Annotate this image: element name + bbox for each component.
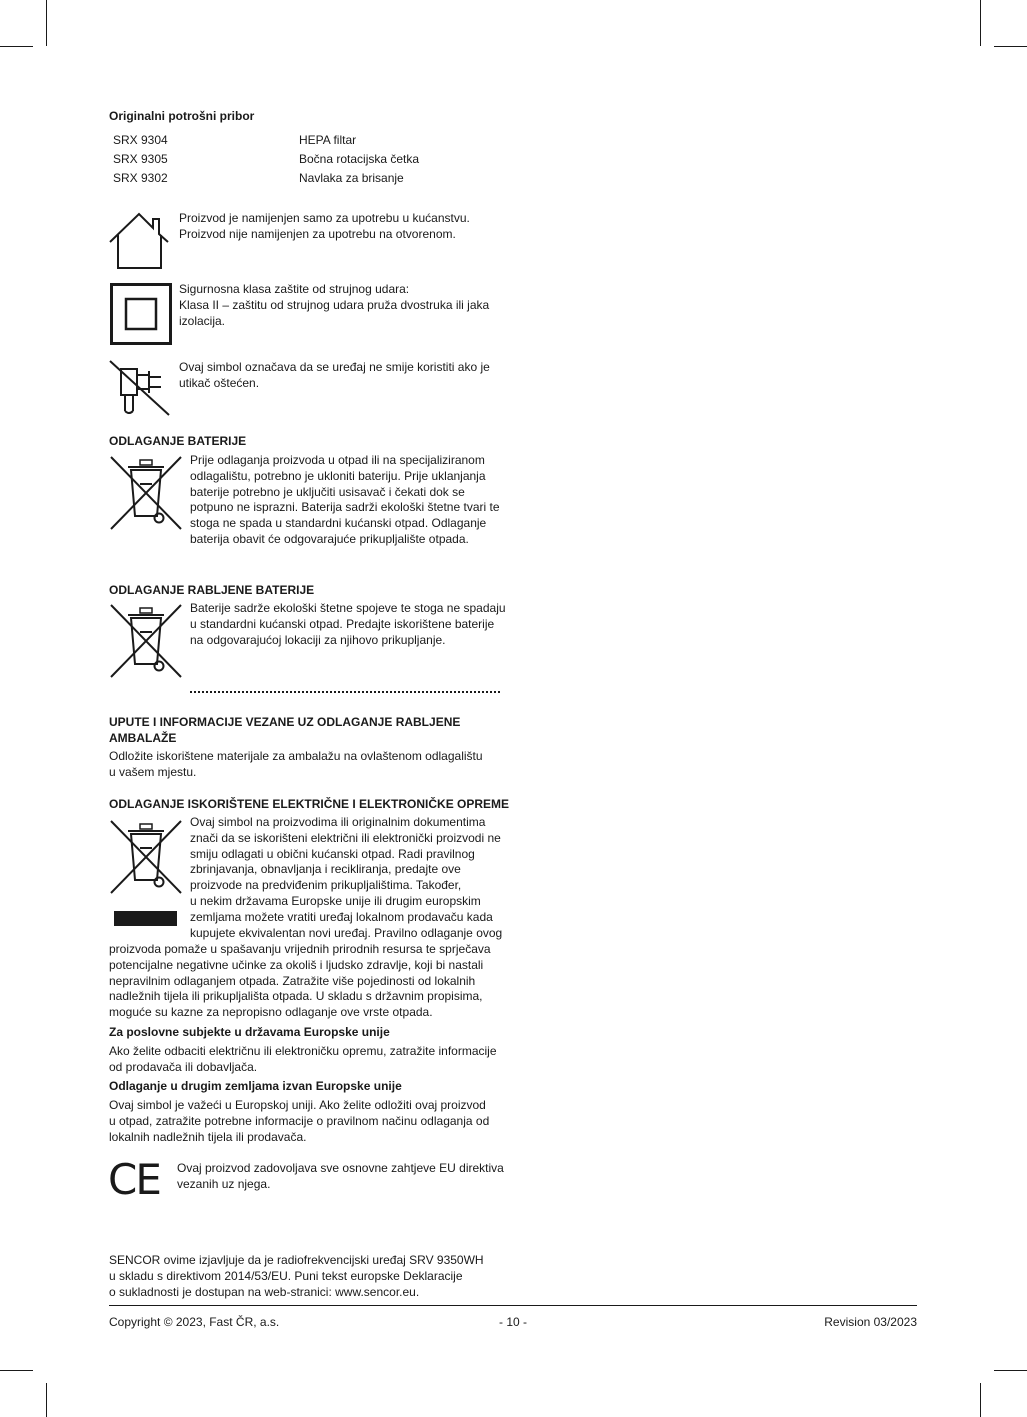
packaging-heading: UPUTE I INFORMACIJE VEZANE UZ ODLAGANJE RABLJENE AMBALAŽE [109,715,461,745]
crop-mark [46,1383,47,1417]
battery-disposal-heading: ODLAGANJE BATERIJE [109,434,247,448]
accessory-code: SRX 9302 [113,171,168,185]
accessory-name: Navlaka za brisanje [299,171,404,185]
crossed-bin-icon [108,454,184,532]
crossed-bin-icon [108,602,184,680]
weee-heading: ODLAGANJE ISKORIŠTENE ELEKTRIČNE I ELEKTRONIČKE OPREME [109,797,510,811]
household-text: Proizvod je namijenjen samo za upotrebu u kućanstvu. Proizvod nije namijenjen za upotrebu na otvorenom. [179,211,470,241]
ce-mark-icon: CE [108,1155,160,1204]
dotted-divider [190,691,500,693]
crop-mark [994,1370,1027,1371]
used-battery-text: Baterije sadrže ekološki štetne spojeve te stoga ne spadaju u standardni kućanski otpad. Predajte iskorištene baterije na odgovarajućoj lokaciji za njihovo prikupljanje. [190,601,506,647]
accessory-code: SRX 9305 [113,152,168,166]
footer-rule [109,1305,917,1306]
ce-text: Ovaj proizvod zadovoljava sve osnovne zahtjeve EU direktiva vezanih uz njega. [177,1161,504,1191]
plug-text: Ovaj simbol označava da se uređaj ne smije koristiti ako je utikač oštećen. [179,360,490,390]
accessory-name: HEPA filtar [299,133,357,147]
crop-mark [46,0,47,46]
battery-disposal-text: Prije odlaganja proizvoda u otpad ili na specijaliziranom odlagalištu, potrebno je ukloniti bateriju. Prije uklanjanja baterije potrebno je uključiti usisavač i čekati dok se potpuno ne isprazni. Baterija sadrži ekološki štetne tvari te stoga ne spada u standardni kućanski otpad. Odlaganje baterija obavit će odgovarajuće prikupljalište otpada. [190,453,500,546]
house-icon [108,212,170,270]
weee-black-bar [114,911,177,926]
damaged-plug-icon [107,359,173,417]
footer-copyright: Copyright © 2023, Fast ČR, a.s. [109,1315,280,1329]
footer-revision: Revision 03/2023 [824,1315,917,1329]
accessory-code: SRX 9304 [113,133,168,147]
outside-eu-heading: Odlaganje u drugim zemljama izvan Europske unije [109,1079,402,1093]
accessories-heading: Originalni potrošni pribor [109,109,255,123]
crop-mark [0,1370,33,1371]
used-battery-heading: ODLAGANJE RABLJENE BATERIJE [109,583,315,597]
outside-eu-text: Ovaj simbol je važeći u Europskoj uniji. Ako želite odložiti ovaj proizvod u otpad, zatražite potrebne informacije o pravilnom načinu odlaganja od lokalnih nadležnih tijela ili prodavača. [109,1098,490,1144]
weee-side-text: Ovaj simbol na proizvodima ili originalnim dokumentima znači da se iskorišteni električni ili elektronički proizvodi ne smiju odlagati u obični kućanski otpad. Radi pravilnog zbrinjavanja, obnavljanja i recikliranja, predajte ove proizvode na predviđenim prikupljalištima. Također, u nekim državama Europske unije ili drugim europskim zemljama možete vratiti uređaj lokalnom prodavaču kada kupujete ekvivalentan novi uređaj. Pravilno odlaganje ovog [190,815,503,940]
crop-mark [980,0,981,46]
crop-mark [0,46,33,47]
class-ii-text: Sigurnosna klasa zaštite od strujnog udara: Klasa II – zaštitu od strujnog udara pruža dvostruka ili jaka izolacija. [179,282,490,328]
declaration-text: SENCOR ovime izjavljuje da je radiofrekvencijski uređaj SRV 9350WH u skladu s direktivom 2014/53/EU. Puni tekst europske Deklaracije o sukladnosti je dostupan na web-stranici: www.sencor.eu. [109,1253,484,1299]
crop-mark [980,1383,981,1417]
business-heading: Za poslovne subjekte u državama Europske unije [109,1025,390,1039]
crossed-bin-icon [108,818,184,896]
crop-mark [994,46,1027,47]
footer-page-number: - 10 - [498,1315,527,1329]
weee-full-text: proizvoda pomaže u spašavanju vrijednih prirodnih resursa te sprječava potencijalne negativne učinke za okoliš i ljudsko zdravlje, koji bi nastali nepravilnim odlaganjem otpada. Zatražite više pojedinosti od lokalnih nadležnih tijela ili prikupljališta otpada. U skladu s državnim propisima, moguće su kazne za nepropisno odlaganje ove vrste otpada. [109,942,491,1020]
class-ii-icon [110,283,172,345]
packaging-text: Odložite iskorištene materijale za ambalažu na ovlaštenom odlagalištu u vašem mjestu. [109,749,483,779]
business-text: Ako želite odbaciti električnu ili elektroničku opremu, zatražite informacije od prodavača ili dobavljača. [109,1044,497,1074]
accessory-name: Bočna rotacijska četka [299,152,420,166]
